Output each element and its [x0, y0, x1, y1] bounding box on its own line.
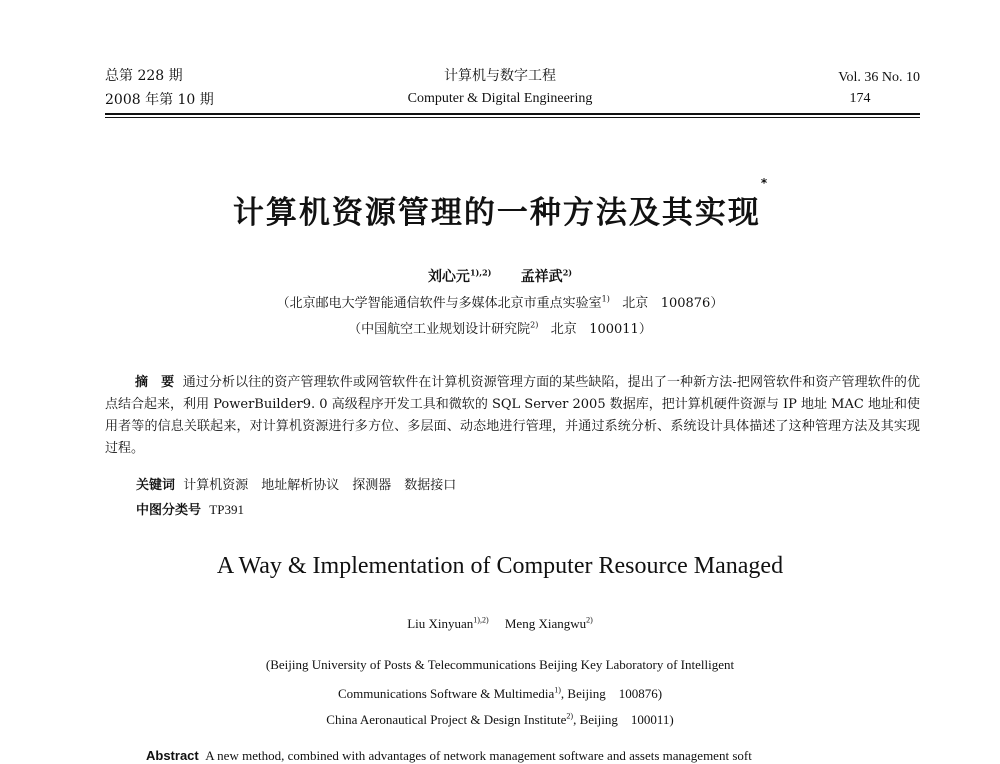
classification-cn: 中图分类号 TP391 [136, 502, 244, 518]
paper-title-en: A Way & Implementation of Computer Resource Managed [216, 553, 784, 579]
authors-en: Liu Xinyuan$^{1),2)}$ Meng Xiangwu$^{2)}$ [407, 615, 593, 631]
abstract-en [146, 748, 926, 764]
page-number: 174 [849, 91, 871, 106]
volume-number: Vol. 36 No. 10 [838, 70, 920, 85]
abstract-cn [105, 372, 920, 460]
author-1-cn: 刘心元 [427, 269, 470, 285]
affiliation-cn-2: （中国航空工业规划设计研究院$^{2)}$ 北京 100011） [348, 320, 652, 337]
abstract-en-label: Abstract [146, 748, 199, 763]
author-2-cn: 孟祥武 [520, 269, 563, 285]
affiliation-en-1: (Beijing University of Posts & Telecommunications Beijing Key Laboratory of Intelligent [265, 657, 735, 672]
affiliation-en-3: China Aeronautical Project & Design Institute$^{2)}$, Beijing 100011) [326, 711, 674, 727]
abstract-en-text: A new method, combined with advantages of network management software and assets management soft [205, 748, 752, 763]
keywords-cn: 关键词 计算机资源 地址解析协议 探测器 数据接口 [136, 478, 457, 493]
issue-number: 总第 228 期 [105, 68, 183, 84]
abstract-cn-text: 通过分析以往的资产管理软件或网管软件在计算机资源管理方面的某些缺陷，提出了一种新方法-把网管软件和资产管理软件的优点结合起来，利用 PowerBuilder9. 0 高级程序开发工具和微软的 SQL Server 2005 数据库，把计算机硬件资源与 IP 地址 MAC 地址和使用者等的信息关联起来，对计算机资源进行多方位、多层面、动态地进行管理，并通过系统分析、系统设计具体描述了这种管理方法及其实现过程。 [105, 375, 920, 456]
header-rule-thick [105, 113, 920, 115]
affiliation-cn-1: （北京邮电大学智能通信软件与多媒体北京市重点实验室$^{1)}$ 北京 100876） [276, 294, 724, 311]
issue-date: 2008 年第 10 期 [105, 92, 214, 108]
author-1-en: Liu Xinyuan [407, 616, 474, 631]
header-rule-thin [105, 117, 920, 118]
journal-name-en: Computer & Digital Engineering [407, 91, 593, 106]
authors-cn: 刘心元$^{1),2)}$ 孟祥武$^{2)}$ [427, 267, 573, 285]
journal-name-cn: 计算机与数字工程 [444, 68, 556, 84]
affiliation-en-2: Communications Software & Multimedia$^{1)}$, Beijing 100876) [337, 685, 663, 701]
title-footnote-mark: * [760, 176, 768, 190]
abstract-cn-label: 摘 要 [135, 375, 175, 390]
author-2-en: Meng Xiangwu [504, 616, 587, 631]
paper-title-cn: 计算机资源管理的一种方法及其实现* [232, 176, 768, 231]
